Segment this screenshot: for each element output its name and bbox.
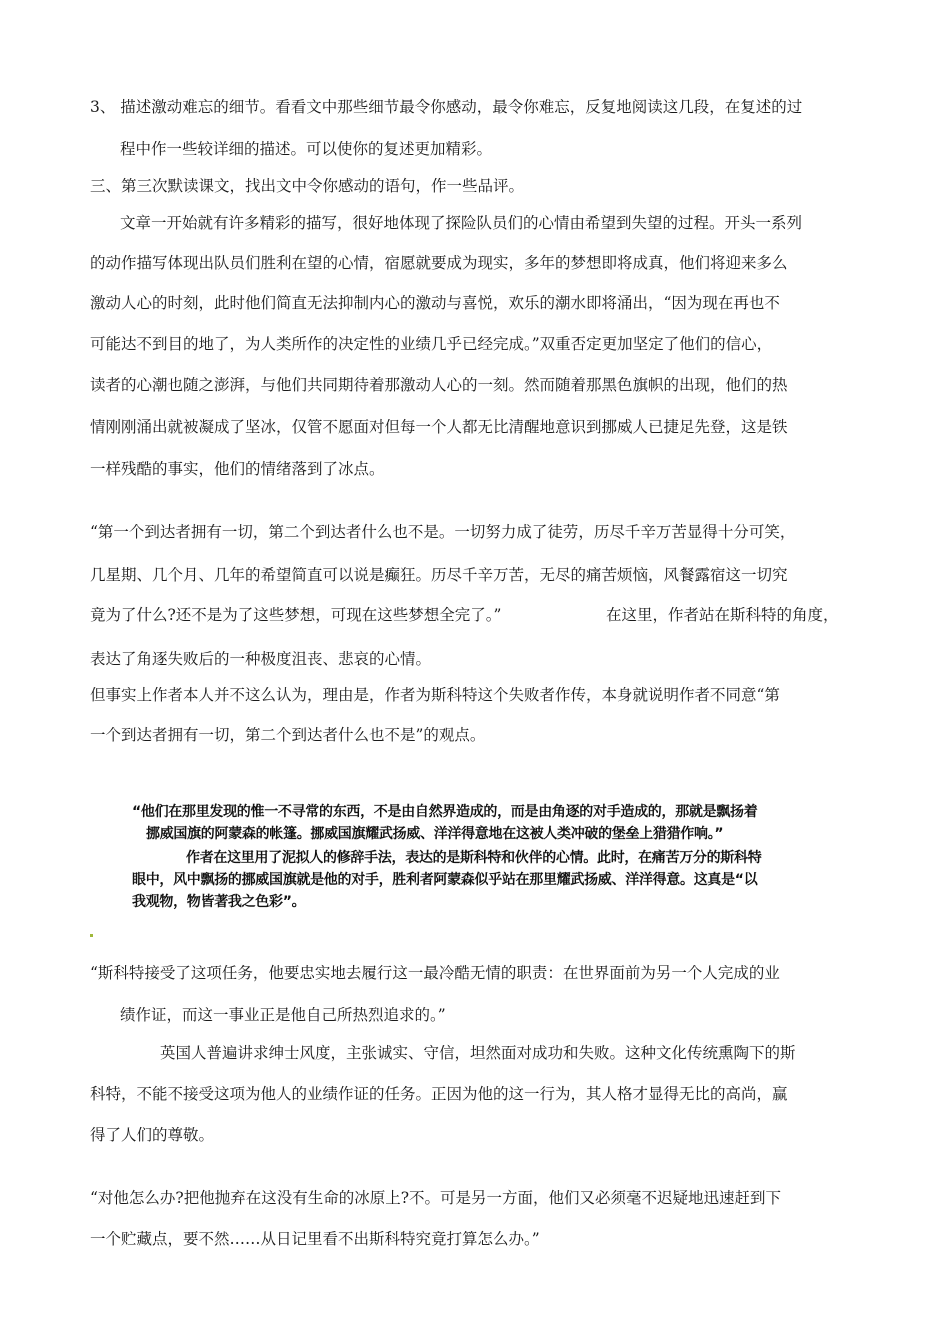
text-line: 情刚刚涌出就被凝成了坚冰，仅管不愿面对但每一个人都无比清醒地意识到挪威人已捷足先登，这是铁 [90,418,788,436]
text-line: 但事实上作者本人并不这么认为，理由是，作者为斯科特这个失败者作传，本身就说明作者不同意“第 [90,686,780,704]
text-line: 一样残酷的事实，他们的情绪落到了冰点。 [90,460,385,478]
text-line: 一个到达者拥有一切，第二个到达者什么也不是”的观点。 [90,726,486,744]
embedded-text-image [128,796,848,916]
image-text-line: 我观物，物皆著我之色彩”。 [132,894,306,910]
text-line: 3、 描述激动难忘的细节。看看文中那些细节最令你感动，最令你难忘，反复地阅读这几段，在复述的过 [90,98,803,116]
text-line: 文章一开始就有许多精彩的描写，很好地体现了探险队员们的心情由希望到失望的过程。开头一系列 [120,214,803,232]
quote-line: “斯科特接受了这项任务，他要忠实地去履行这一最冷酷无情的职责：在世界面前为另一个人完成的业 [90,964,780,982]
text-line: 可能达不到目的地了，为人类所作的决定性的业绩几乎已经完成。”双重否定更加坚定了他们的信心， [90,335,773,353]
text-line: 读者的心潮也随之澎湃，与他们共同期待着那激动人心的一刻。然而随着那黑色旗帜的出现，他们的热 [90,376,788,394]
decorative-dot [90,934,93,937]
quote-line: 绩作证，而这一事业正是他自己所热烈追求的。” [120,1006,446,1024]
text-line: 在这里，作者站在斯科特的角度， [606,606,839,624]
text-line: 英国人普遍讲求绅士风度，主张诚实、守信，坦然面对成功和失败。这种文化传统熏陶下的斯 [160,1044,796,1062]
quote-line: “第一个到达者拥有一切，第二个到达者什么也不是。一切努力成了徒劳，历尽千辛万苦显得十分可笑， [90,523,796,541]
text-line: 科特，不能不接受这项为他人的业绩作证的任务。正因为他的这一行为，其人格才显得无比的高尚，赢 [90,1085,788,1103]
quote-line: “对他怎么办?把他抛弃在这没有生命的冰原上?不。可是另一方面，他们又必须毫不迟疑地迅速赶到下 [90,1189,782,1207]
quote-line: 一个贮藏点，要不然……从日记里看不出斯科特究竟打算怎么办。” [90,1230,540,1248]
image-text-line: 作者在这里用了泥拟人的修辞手法，表达的是斯科特和伙伴的心情。此时，在痛苦万分的斯科特 [186,850,762,866]
text-line: 表达了角逐失败后的一种极度沮丧、悲哀的心情。 [90,650,432,668]
quote-line: 几星期、几个月、几年的希望简直可以说是癫狂。历尽千辛万苦，无尽的痛苦烦恼，风餐露宿这一切究 [90,566,788,584]
image-text-line: “他们在那里发现的惟一不寻常的东西，不是由自然界造成的，而是由角逐的对手造成的，那就是飘扬着 [132,804,758,820]
text-line: 程中作一些较详细的描述。可以使你的复述更加精彩。 [120,140,493,158]
text-line: 的动作描写体现出队员们胜利在望的心情，宿愿就要成为现实，多年的梦想即将成真，他们将迎来多么 [90,254,788,272]
text-line: 激动人心的时刻，此时他们简直无法抑制内心的激动与喜悦，欢乐的潮水即将涌出，“因为现在再也不 [90,294,780,312]
image-text-line: 眼中，风中飘扬的挪威国旗就是他的对手，胜利者阿蒙森似乎站在那里耀武扬威、洋洋得意。这真是“以 [132,872,758,888]
image-text-line: 挪威国旗的阿蒙森的帐篷。挪威国旗耀武扬威、洋洋得意地在这被人类冲破的堡垒上猎猎作响。” [146,826,724,842]
text-line: 得了人们的尊敬。 [90,1126,215,1144]
quote-line: 竟为了什么?还不是为了这些梦想，可现在这些梦想全完了。” [90,606,502,624]
text-line: 三、第三次默读课文，找出文中令你感动的语句，作一些品评。 [90,177,525,195]
